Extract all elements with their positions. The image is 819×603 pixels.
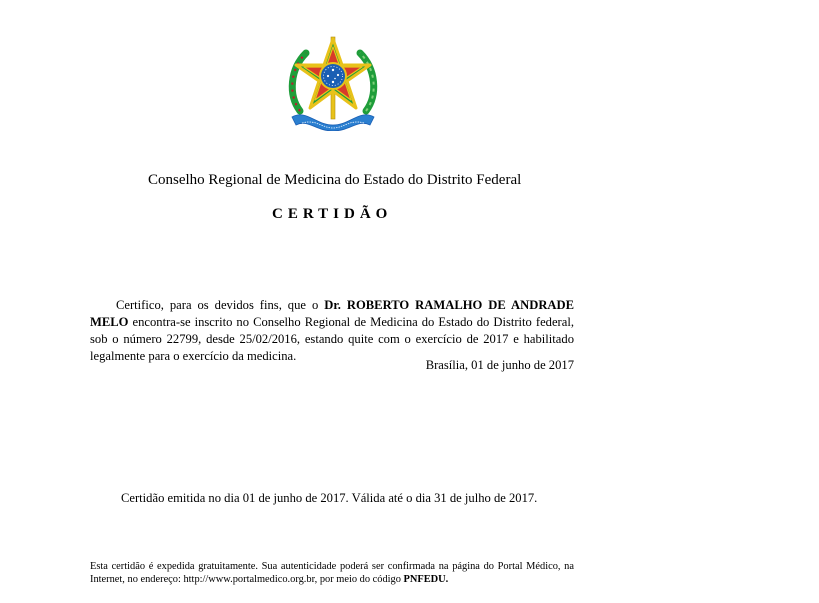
doctor-name: Dr. ROBERTO RAMALHO DE ANDRADE MELO [90,297,575,329]
brazil-coat-of-arms-icon [286,33,380,131]
certificate-details: encontra-se inscrito no Conselho Regional de Medicina do Estado do Distrito federal, sob o número 22799, desde 25/02/2016, estando quite com o exercício de 2017 e habilitado legalmente para o exercício da medicina. [90,314,574,363]
validity-statement: Certidão emitida no dia 01 de junho de 2017. Válida até o dia 31 de julho de 2017. [121,491,538,505]
council-name: Conselho Regional de Medicina do Estado do Distrito Federal [148,172,522,188]
certificate-intro: Certifico, para os devidos fins, que o [116,297,325,312]
certificate-body [90,297,574,365]
authenticity-footer [90,560,574,586]
footer-text: Esta certidão é expedida gratuitamente. Sua autenticidade poderá ser confirmada na página do Portal Médico, na Internet, no endereço: http://www.portalmedico.org.br, por meio do código [90,561,574,586]
document-title: CERTIDÃO [272,206,393,222]
place-date: Brasília, 01 de junho de 2017 [425,358,574,372]
verification-code: PNFEDU. [403,574,449,586]
coat-of-arms-graphic [286,33,380,131]
